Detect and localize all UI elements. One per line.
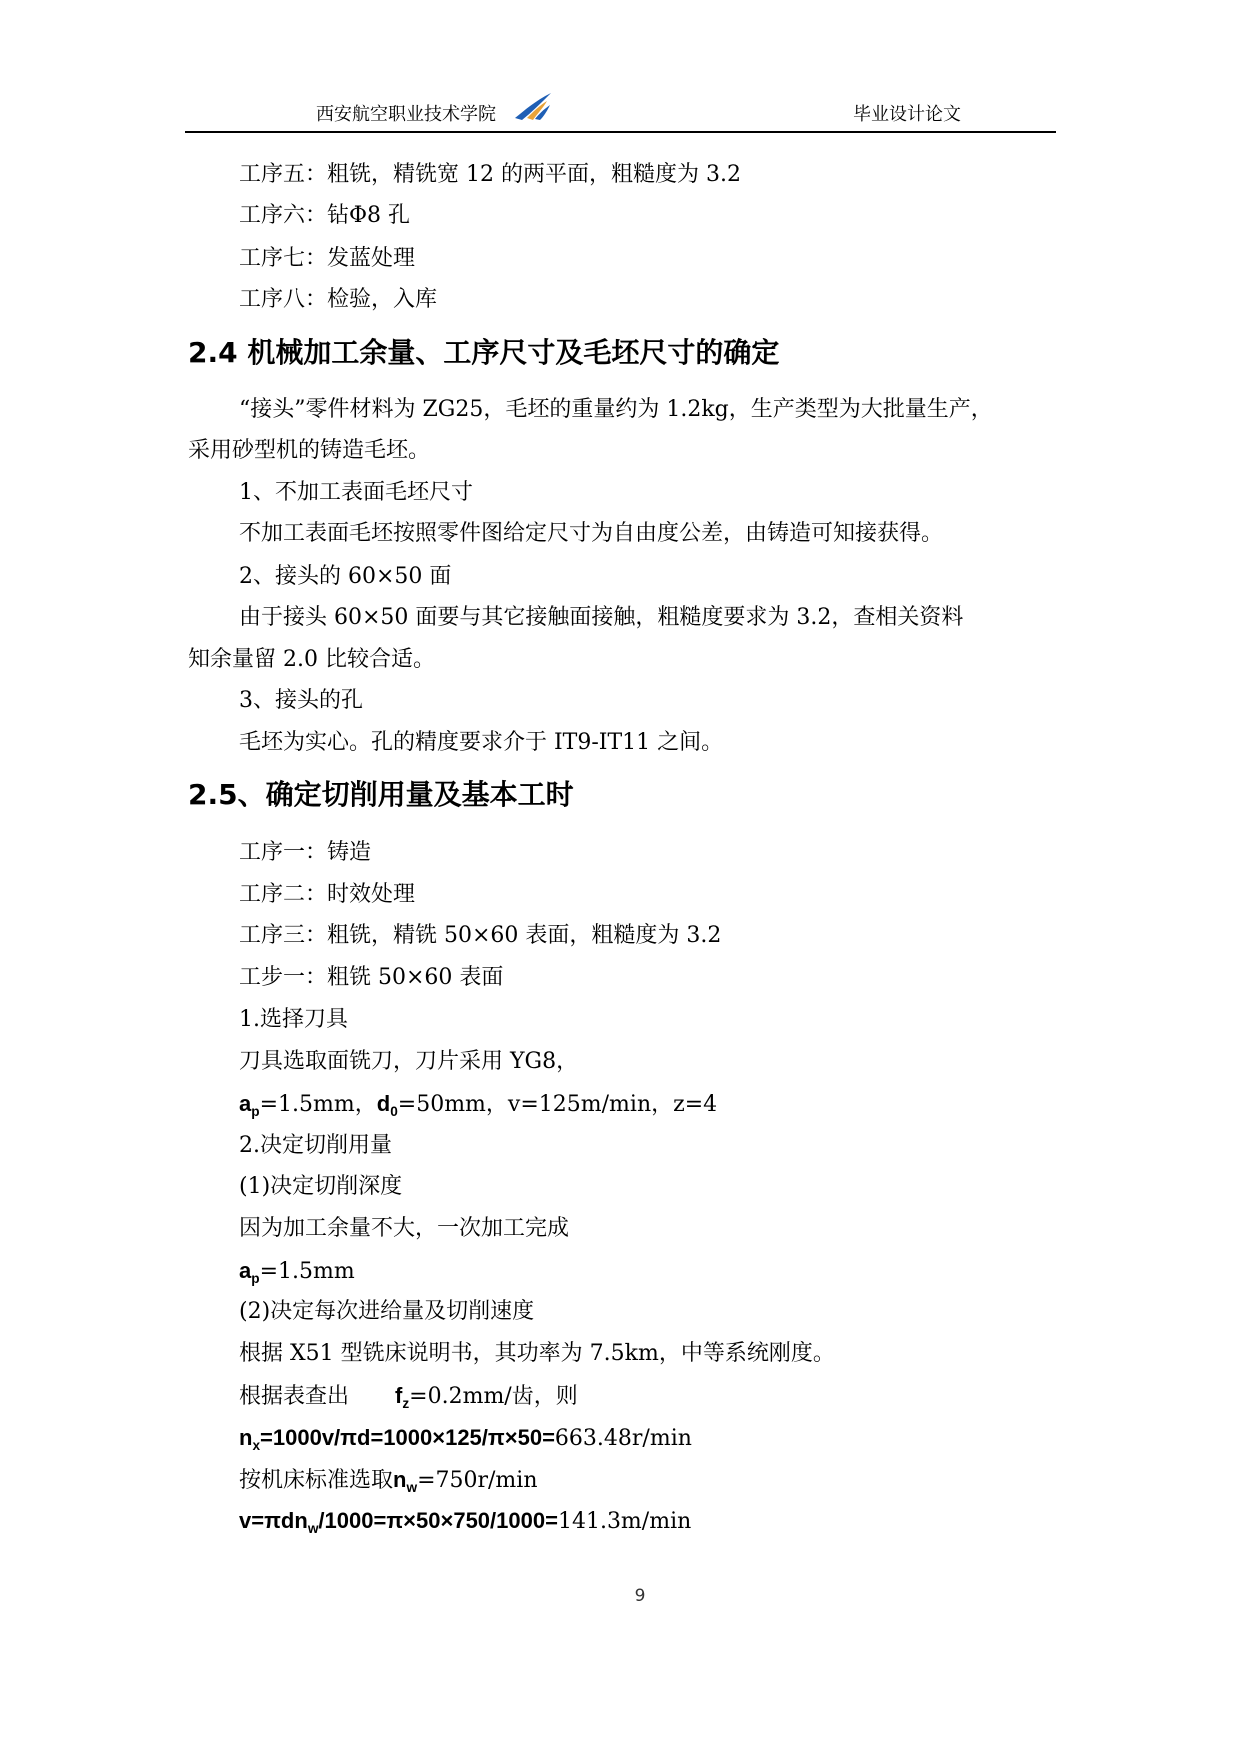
header-divider <box>185 131 1056 133</box>
step-1-line: 工序一：铸造 <box>239 840 372 865</box>
formula-subscript-z: z <box>402 1395 410 1411</box>
feed-speed-title: (2)决定每次进给量及切削速度 <box>239 1299 535 1324</box>
formula-subscript-w: w <box>406 1479 418 1495</box>
section-heading-2-4: 2.4 机械加工余量、工序尺寸及毛坯尺寸的确定 <box>188 336 780 369</box>
step-5-line: 工序五：粗铣，精铣宽 12 的两平面，粗糙度为 3.2 <box>239 162 741 187</box>
item-3-title: 3、接头的孔 <box>239 688 363 713</box>
formula-subscript-0: 0 <box>390 1103 398 1119</box>
cutting-depth-formula <box>239 1250 355 1292</box>
item-1-text: 不加工表面毛坯按照零件图给定尺寸为自由度公差，由铸造可知接获得。 <box>239 521 944 546</box>
step-6-line: 工序六：钻Φ8 孔 <box>239 203 411 228</box>
step-2-line: 工序二：时效处理 <box>239 882 416 907</box>
formula-symbol-a: a <box>239 1258 252 1283</box>
cutting-depth-text: 因为加工余量不大，一次加工完成 <box>239 1216 570 1241</box>
step-3-line: 工序三：粗铣，精铣 50×60 表面，粗糙度为 3.2 <box>239 923 722 948</box>
spindle-speed-formula <box>239 1417 692 1459</box>
page-number: 9 <box>634 1586 646 1606</box>
work-step-1-line: 工步一：粗铣 50×60 表面 <box>239 965 504 990</box>
formula-symbol-d: d <box>376 1091 391 1116</box>
feed-formula-value: =0.2mm/齿，则 <box>409 1384 578 1409</box>
standard-speed-formula <box>239 1459 538 1501</box>
cutting-velocity-formula <box>239 1500 691 1542</box>
item-1-title: 1、不加工表面毛坯尺寸 <box>239 480 473 505</box>
standard-speed-value: =750r/min <box>417 1468 538 1493</box>
velocity-expression-part-1: v=πdn <box>239 1508 308 1533</box>
step-7-line: 工序七：发蓝处理 <box>239 246 416 271</box>
material-paragraph-line-2: 采用砂型机的铸造毛坯。 <box>188 438 431 463</box>
item-2-text-line-1: 由于接头 60×50 面要与其它接触面接触，粗糙度要求为 3.2，查相关资料 <box>239 605 964 630</box>
header-school-name: 西安航空职业技术学院 <box>316 104 496 125</box>
formula-subscript-p: p <box>251 1270 260 1286</box>
formula-symbol-f: f <box>395 1383 403 1408</box>
feed-formula <box>239 1375 578 1417</box>
velocity-expression-part-2: /1000=π×50×750/1000= <box>318 1508 558 1533</box>
tool-parameters-formula <box>239 1083 717 1125</box>
item-2-text-line-2: 知余量留 2.0 比较合适。 <box>188 647 435 672</box>
formula-value-ap: =1.5mm， <box>259 1092 377 1117</box>
section-heading-2-5: 2.5、确定切削用量及基本工时 <box>188 778 574 811</box>
tool-selection-title: 1.选择刀具 <box>239 1007 348 1032</box>
formula-symbol-n: n <box>239 1425 253 1450</box>
spindle-speed-expression: =1000v/πd=1000×125/π×50= <box>260 1425 555 1450</box>
standard-speed-prefix: 按机床标准选取 <box>239 1468 394 1493</box>
item-2-title: 2、接头的 60×50 面 <box>239 564 452 589</box>
feed-formula-prefix: 根据表查出 <box>239 1384 350 1409</box>
step-8-line: 工序八：检验，入库 <box>239 287 438 312</box>
formula-symbol-n: n <box>393 1467 407 1492</box>
tool-selection-text: 刀具选取面铣刀，刀片采用 YG8， <box>239 1049 579 1074</box>
cutting-amount-title: 2.决定切削用量 <box>239 1133 392 1158</box>
material-paragraph-line-1: “接头”零件材料为 ZG25，毛坯的重量约为 1.2kg，生产类型为大批量生产， <box>239 397 993 422</box>
spindle-speed-result: 663.48r/min <box>554 1426 692 1451</box>
formula-value-rest: =50mm，v=125m/min，z=4 <box>397 1092 718 1117</box>
college-logo-icon <box>513 91 553 121</box>
formula-subscript-x: x <box>252 1437 261 1453</box>
formula-symbol-a: a <box>239 1091 252 1116</box>
velocity-result: 141.3m/min <box>557 1509 692 1534</box>
header-document-title: 毕业设计论文 <box>853 104 961 125</box>
machine-spec-text: 根据 X51 型铣床说明书，其功率为 7.5km，中等系统刚度。 <box>239 1341 835 1366</box>
formula-subscript-p: p <box>251 1103 260 1119</box>
item-3-text: 毛坯为实心。孔的精度要求介于 IT9-IT11 之间。 <box>239 730 724 755</box>
formula-subscript-w: w <box>307 1520 319 1536</box>
cutting-depth-title: (1)决定切削深度 <box>239 1174 403 1199</box>
formula-value: =1.5mm <box>259 1259 355 1284</box>
